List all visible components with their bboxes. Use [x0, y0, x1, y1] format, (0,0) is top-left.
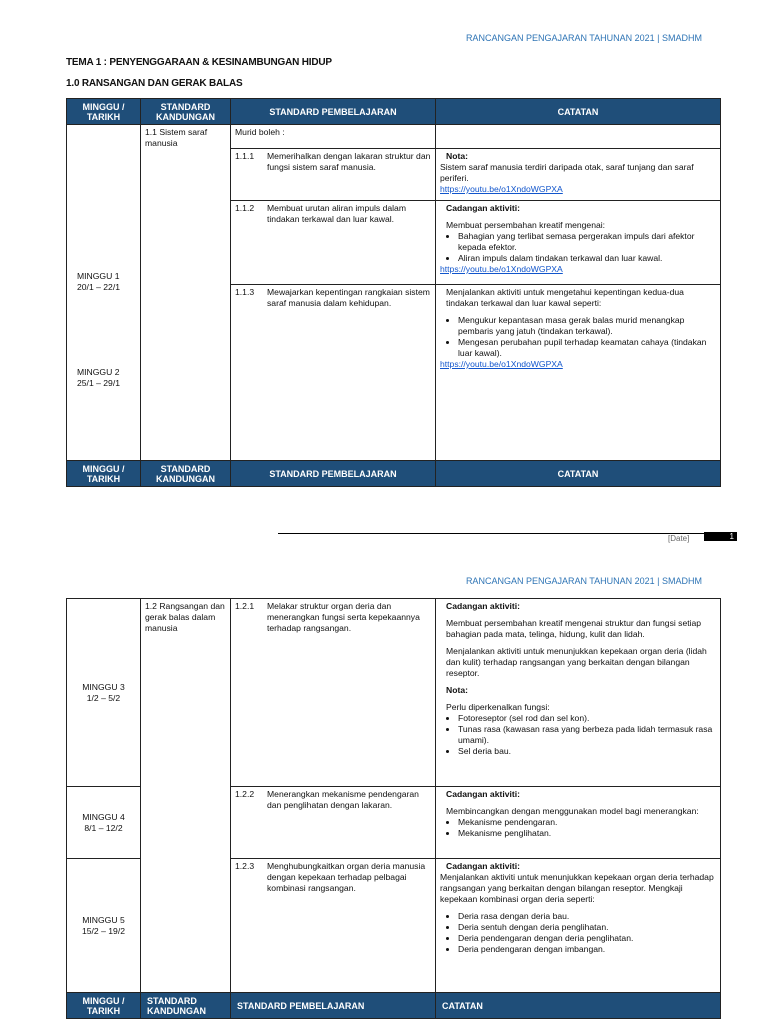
sp-1-1-2 — [231, 201, 436, 285]
activity-intro: Menjalankan aktiviti untuk menunjukkan kepekaan organ deria terhadap rangsangan yang berkaitan dengan bilangan reseptor. Mengkaji kepekaan kombinasi organ deria seperti: — [440, 872, 714, 904]
document-header-page2: RANCANGAN PENGAJARAN TAHUNAN 2021 | SMADHM — [465, 576, 702, 586]
footer-header-catatan-2: CATATAN — [436, 993, 721, 1019]
catatan-1-1-3 — [436, 285, 721, 461]
sp-code: 1.1.2 — [235, 203, 255, 213]
youtube-link[interactable]: https://youtu.be/o1XndoWGPXA — [440, 184, 563, 194]
footer-header-minggu-2: MINGGU / TARIKH — [67, 993, 141, 1019]
minggu-cell — [67, 125, 141, 461]
activity-text: Membuat persembahan kreatif mengenai struktur dan fungsi setiap bahagian pada mata, telinga, hidung, kulit dan lidah. — [446, 618, 702, 639]
footer-header-standard-pembelajaran: STANDARD PEMBELAJARAN — [231, 461, 436, 487]
theme-title: TEMA 1 : PENYENGGARAAN & KESINAMBUNGAN HIDUP — [66, 57, 332, 68]
week-4-label: MINGGU 4 — [82, 811, 125, 822]
footer-header-standard-kandungan-2: STANDARD KANDUNGAN — [141, 993, 231, 1019]
footer-header-standard-kandungan: STANDARD KANDUNGAN — [141, 461, 231, 487]
bullet-item: • Mekanisme pendengaran. — [458, 817, 716, 828]
activity-title: Cadangan aktiviti: — [446, 601, 521, 611]
header-minggu: MINGGU / TARIKH — [67, 99, 141, 125]
catatan-1-2-2 — [436, 787, 721, 859]
bullet-item: • Deria pendengaran dengan imbangan. — [458, 944, 716, 955]
activity-title: Cadangan aktiviti: — [446, 789, 521, 799]
sp-1-2-3 — [231, 859, 436, 993]
sp-1-1-3 — [231, 285, 436, 461]
catatan-1-2-1 — [436, 599, 721, 787]
sp-text: Menerangkan mekanisme pendengaran dan penglihatan dengan lakaran. — [267, 789, 419, 810]
murid-boleh: Murid boleh : — [231, 125, 436, 149]
bullet-item: • Deria rasa dengan deria bau. — [458, 911, 716, 922]
footer-date: [Date] — [668, 534, 690, 543]
footer-rule — [278, 533, 730, 534]
week-2-date: 25/1 – 29/1 — [77, 377, 121, 388]
page-number: 1 — [704, 532, 737, 541]
bullet-item: • Deria sentuh dengan deria penglihatan. — [458, 922, 716, 933]
activity-intro: Membincangkan dengan menggunakan model bagi menerangkan: — [446, 806, 699, 816]
sp-text: Mewajarkan kepentingan rangkaian sistem saraf manusia dalam kehidupan. — [267, 287, 430, 308]
bullet-item: • Aliran impuls dalam tindakan terkawal dan luar kawal. — [458, 253, 716, 264]
header-standard-kandungan: STANDARD KANDUNGAN — [141, 99, 231, 125]
catatan-empty — [436, 125, 721, 149]
week-3-cell — [67, 599, 141, 787]
section-title: 1.0 RANSANGAN DAN GERAK BALAS — [66, 78, 243, 89]
week-5-label: MINGGU 5 — [82, 914, 125, 925]
catatan-1-2-3 — [436, 859, 721, 993]
note-title: Nota: — [446, 685, 468, 695]
note-text: Sistem saraf manusia terdiri daripada otak, saraf tunjang dan saraf periferi. — [440, 162, 694, 183]
footer-header-standard-pembelajaran-2: STANDARD PEMBELAJARAN — [231, 993, 436, 1019]
header-catatan: CATATAN — [436, 99, 721, 125]
activity-title: Cadangan aktiviti: — [446, 203, 521, 213]
sp-text: Membuat urutan aliran impuls dalam tindakan terkawal dan luar kawal. — [267, 203, 406, 224]
bullet-item: • Tunas rasa (kawasan rasa yang berbeza pada lidah termasuk rasa umami). — [458, 724, 716, 746]
week-4-cell — [67, 787, 141, 859]
sp-code: 1.1.3 — [235, 287, 255, 297]
sp-1-2-2 — [231, 787, 436, 859]
week-3-label: MINGGU 3 — [82, 681, 125, 692]
header-standard-pembelajaran: STANDARD PEMBELAJARAN — [231, 99, 436, 125]
bullet-item: • Deria pendengaran dengan deria penglihatan. — [458, 933, 716, 944]
week-4-date: 8/1 – 12/2 — [84, 822, 123, 833]
week-5-date: 15/2 – 19/2 — [81, 925, 125, 936]
bullet-item: • Mekanisme penglihatan. — [458, 828, 716, 839]
bullet-item: • Bahagian yang terlibat semasa pergerakan impuls dari afektor kepada efektor. — [458, 231, 716, 253]
sp-code: 1.2.1 — [235, 601, 255, 611]
bullet-item: • Mengukur kepantasan masa gerak balas murid menangkap pembaris yang jatuh (tindakan terkawal). — [458, 315, 716, 337]
sp-text: Memerihalkan dengan lakaran struktur dan fungsi sistem saraf manusia. — [267, 151, 431, 172]
footer-header-minggu: MINGGU / TARIKH — [67, 461, 141, 487]
standard-kandungan-cell: 1.1 Sistem saraf manusia — [141, 125, 231, 461]
catatan-1-1-1 — [436, 149, 721, 201]
lesson-plan-table-page2 — [66, 598, 721, 1019]
catatan-1-1-2 — [436, 201, 721, 285]
week-5-cell — [67, 859, 141, 993]
sp-code: 1.2.3 — [235, 861, 255, 871]
activity-title: Cadangan aktiviti: — [446, 861, 521, 871]
note-title: Nota: — [446, 151, 468, 161]
bullet-item: • Sel deria bau. — [458, 746, 716, 757]
youtube-link[interactable]: https://youtu.be/o1XndoWGPXA — [440, 264, 563, 274]
sp-code: 1.2.2 — [235, 789, 255, 799]
footer-header-catatan: CATATAN — [436, 461, 721, 487]
document-header: RANCANGAN PENGAJARAN TAHUNAN 2021 | SMADHM — [465, 33, 702, 43]
sp-code: 1.1.1 — [235, 151, 255, 161]
activity-intro: Membuat persembahan kreatif mengenai: — [446, 220, 606, 230]
sp-1-1-1 — [231, 149, 436, 201]
sp-text: Melakar struktur organ deria dan menerangkan fungsi serta kepekaannya terhadap rangsangan. — [267, 601, 420, 633]
standard-kandungan-cell-2: 1.2 Rangsangan dan gerak balas dalam manusia — [141, 599, 231, 993]
week-1-label: MINGGU 1 — [77, 270, 120, 281]
sp-1-2-1 — [231, 599, 436, 787]
note-intro: Perlu diperkenalkan fungsi: — [446, 702, 550, 712]
week-3-date: 1/2 – 5/2 — [86, 692, 121, 703]
youtube-link[interactable]: https://youtu.be/o1XndoWGPXA — [440, 359, 563, 369]
week-1-date: 20/1 – 22/1 — [77, 281, 121, 292]
activity-intro: Menjalankan aktiviti untuk mengetahui kepentingan kedua-dua tindakan terkawal dan luar kawal seperti: — [446, 287, 684, 308]
bullet-item: • Fotoreseptor (sel rod dan sel kon). — [458, 713, 716, 724]
sp-text: Menghubungkaitkan organ deria manusia dengan kepekaan terhadap pelbagai kombinasi rangsangan. — [267, 861, 426, 893]
week-2-label: MINGGU 2 — [77, 366, 120, 377]
activity-text: Menjalankan aktiviti untuk menunjukkan kepekaan organ deria (lidah dan kulit) terhadap rangsangan yang berkaitan dengan bilangan reseptor. — [446, 646, 707, 678]
bullet-item: • Mengesan perubahan pupil terhadap keamatan cahaya (tindakan luar kawal). — [458, 337, 716, 359]
lesson-plan-table-page1 — [66, 98, 721, 487]
